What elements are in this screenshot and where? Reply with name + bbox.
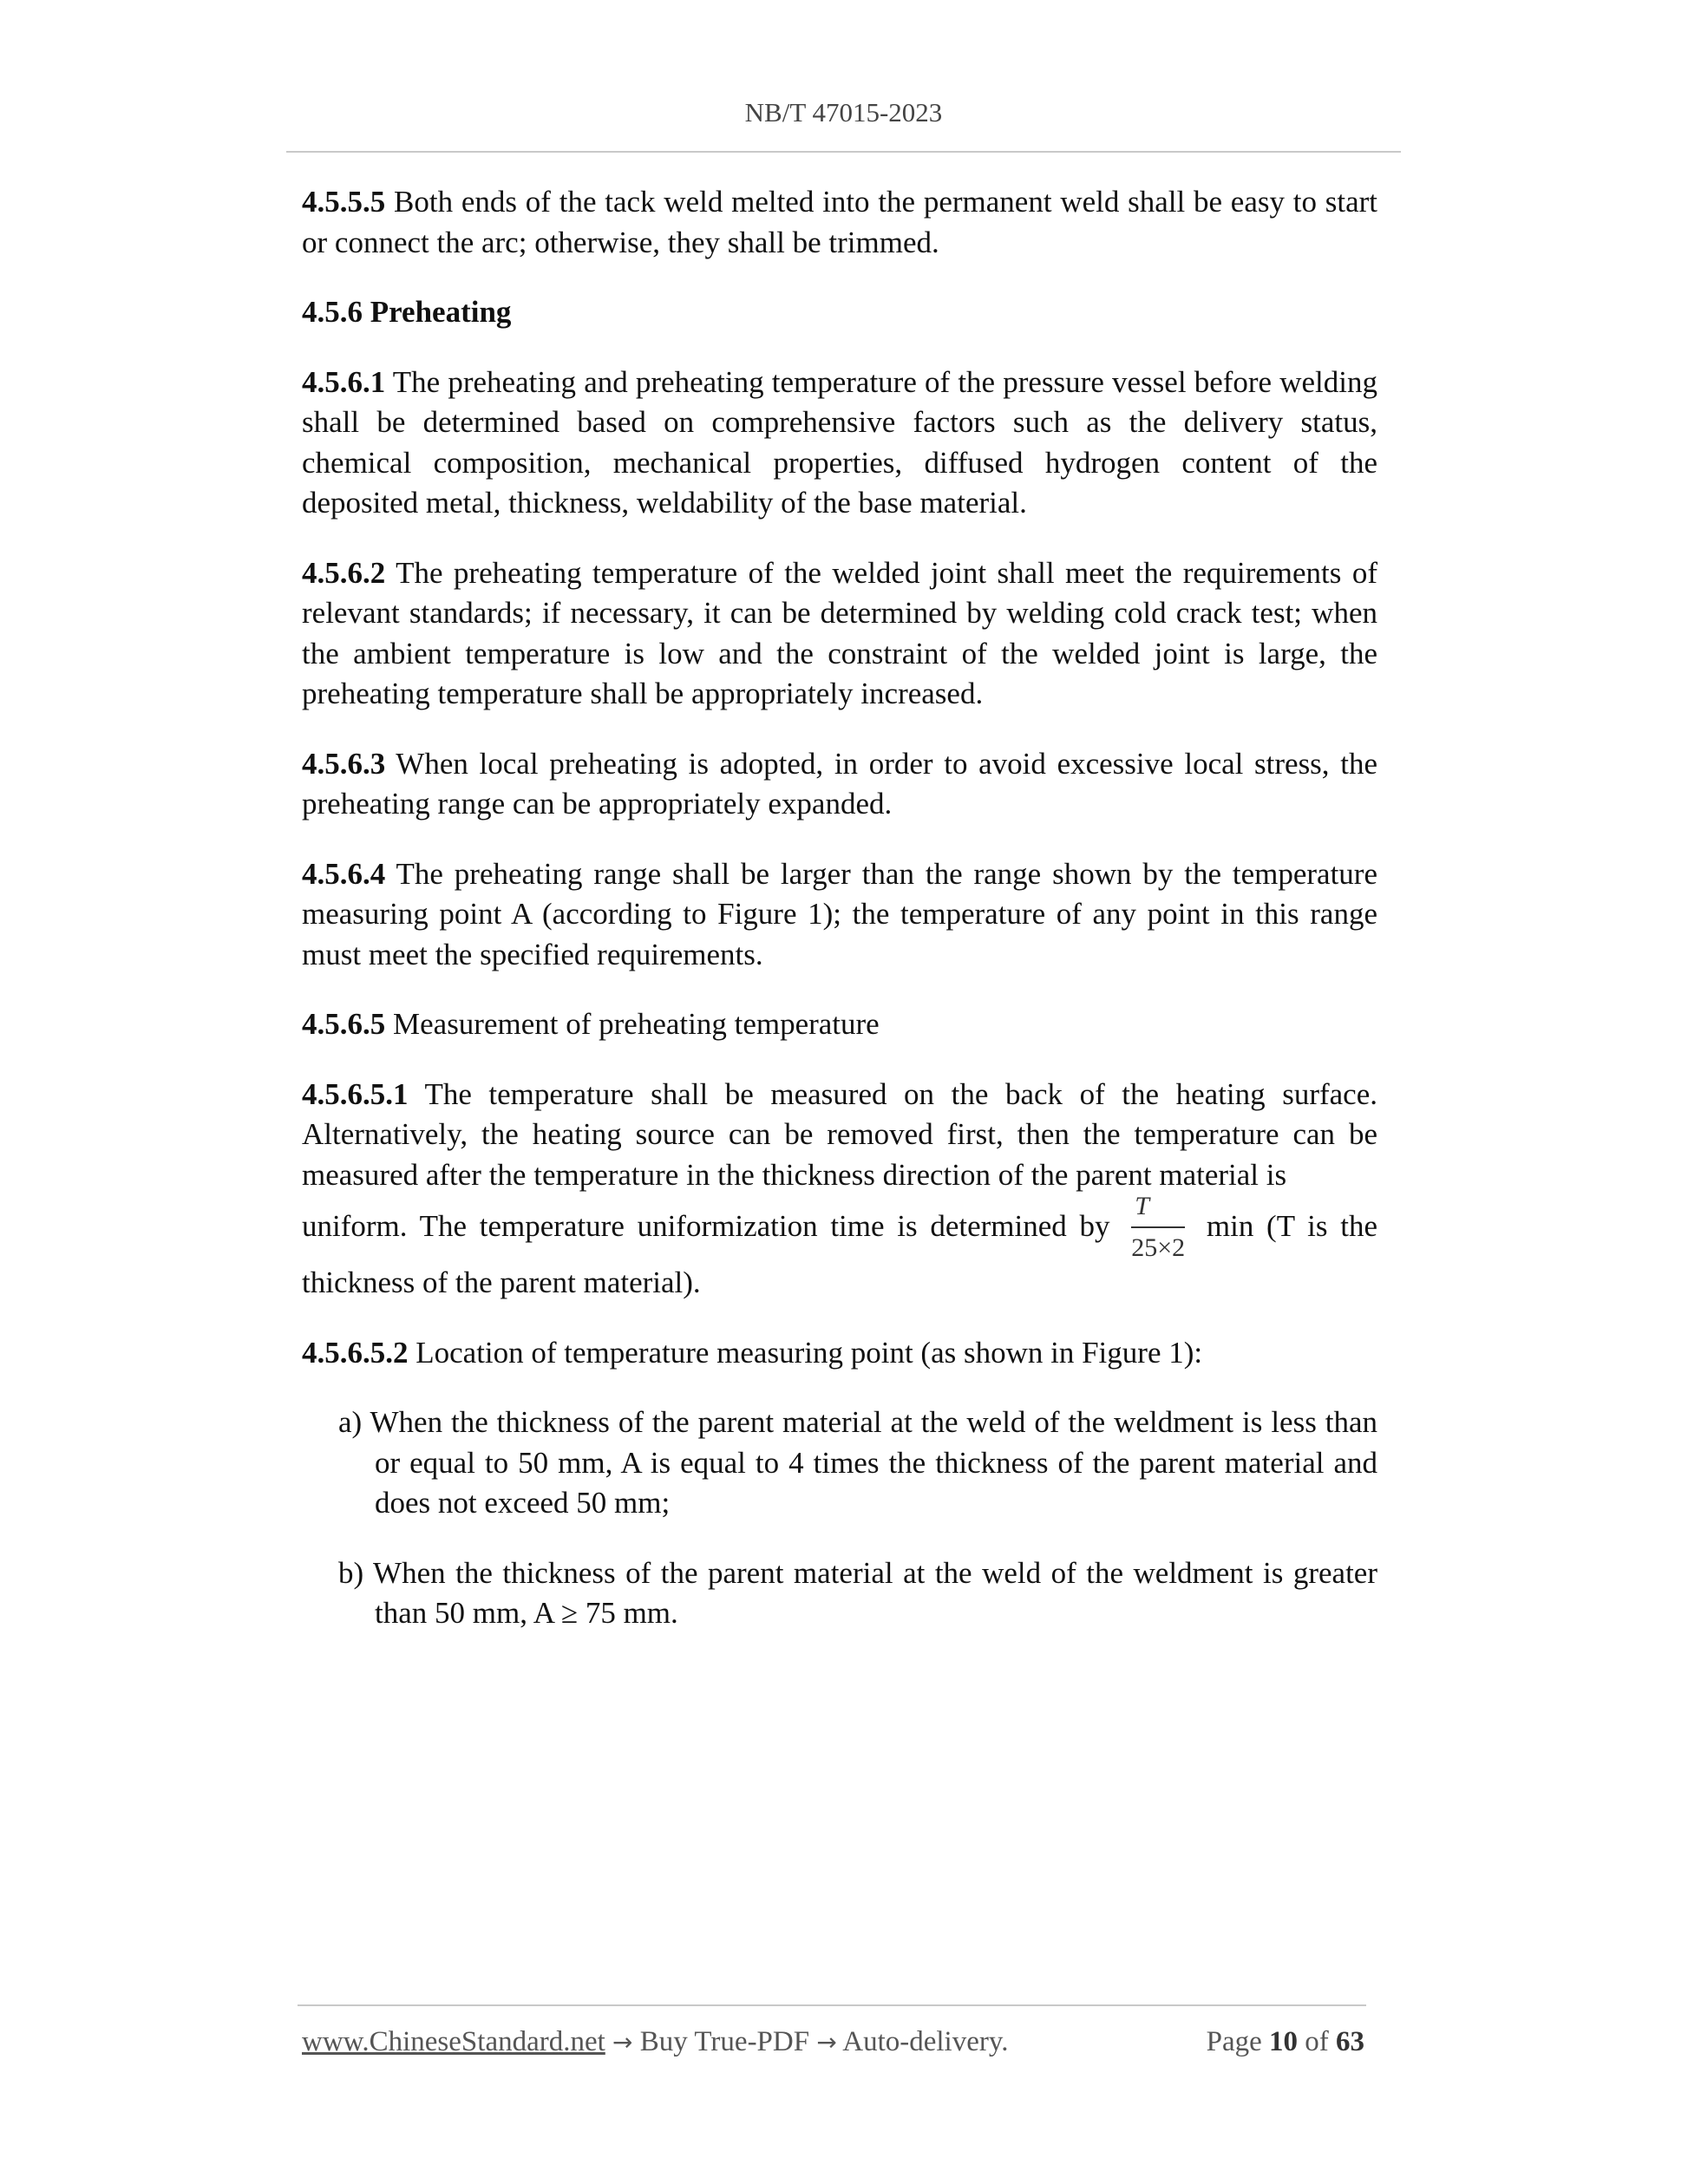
site-link[interactable]: www.ChineseStandard.net (302, 2026, 605, 2057)
clause-number: 4.5.6.4 (302, 856, 386, 891)
page-header (286, 97, 1401, 128)
buy-text: Buy True-PDF (639, 2026, 810, 2057)
clause-4-5-6-4 (302, 854, 1377, 976)
page-total: 63 (1336, 2026, 1364, 2057)
list-item (338, 1403, 1377, 1524)
formula-denominator: 25×2 (1131, 1233, 1186, 1262)
clause-4-5-5-5 (302, 182, 1377, 263)
clause-4-5-6-5-2 (302, 1333, 1377, 1374)
page-label: Page (1206, 2026, 1262, 2057)
clause-4-5-6-5-1 (302, 1075, 1377, 1196)
clause-number: 4.5.6.1 (302, 364, 386, 399)
formula-numerator: T (1131, 1193, 1185, 1228)
page-of: of (1305, 2026, 1329, 2057)
clause-text-continued: min (T is the (1206, 1209, 1378, 1244)
page-indicator (1207, 2026, 1364, 2058)
right-arrow-icon: → (612, 2028, 633, 2056)
clause-4-5-6-2 (302, 553, 1377, 715)
page-current: 10 (1269, 2026, 1298, 2057)
right-arrow-icon: → (816, 2028, 837, 2056)
document-id: NB/T 47015-2023 (744, 97, 943, 128)
clause-number: 4.5.6.3 (302, 746, 386, 781)
delivery-text: Auto-delivery. (842, 2026, 1009, 2057)
clause-number: 4.5.6.5.2 (302, 1335, 409, 1370)
header-divider (286, 151, 1401, 153)
document-body (302, 182, 1377, 1664)
page-footer (302, 2026, 1364, 2058)
clause-number: 4.5.5.5 (302, 185, 386, 219)
clause-number: 4.5.6.2 (302, 555, 386, 590)
clause-text: Both ends of the tack weld melted into the permanent weld shall be easy to start or connect the arc; otherwise, they shall be trimmed. (302, 185, 1378, 259)
list-item-label: b) (338, 1555, 364, 1590)
clause-text: When local preheating is adopted, in order to avoid excessive local stress, the preheating range can be appropriately expanded. (302, 746, 1377, 821)
list-item-label: a) (338, 1405, 363, 1439)
clause-text: Measurement of preheating temperature (393, 1007, 880, 1041)
list-item-text: When the thickness of the parent material at the weld of the weldment is less than or equal to 50 mm, A is equal to 4 times the thickness of the parent material and does not exceed 50 mm; (370, 1405, 1377, 1520)
list-item-text: When the thickness of the parent material at the weld of the weldment is greater than 50 mm, A ≥ 75 mm. (373, 1555, 1378, 1630)
clause-4-5-6-1 (302, 363, 1377, 524)
footer-divider (298, 2004, 1366, 2006)
clause-text: The preheating temperature of the welded joint shall meet the requirements of relevant standards; if necessary, it can be determined by welding cold crack test; when the ambient temperature is low and the constraint of the welded joint is large, the preheating temperature shall be appropriately increased. (302, 555, 1377, 710)
formula-line (302, 1192, 1378, 1263)
clause-text: Location of temperature measuring point (as shown in Figure 1): (415, 1335, 1203, 1370)
section-heading-preheating: 4.5.6 Preheating (302, 295, 512, 329)
list-item (338, 1553, 1377, 1634)
clause-4-5-6-5 (302, 1004, 1377, 1045)
clause-text: The temperature shall be measured on the back of the heating surface. Alternatively, the heating source can be removed first, then the temperature can be measured after the temperature in the thickness direction of the parent material is (302, 1076, 1377, 1192)
clause-text: The preheating and preheating temperature of the pressure vessel before welding shall be determined based on comprehensive factors such as the delivery status, chemical composition, mechanical properties, diffused hydrogen content of the deposited metal, thickness, weldability of the base material. (302, 364, 1377, 520)
clause-4-5-6-3 (302, 744, 1377, 825)
clause-text-continued: uniform. The temperature uniformization time is determined by (302, 1209, 1110, 1244)
footer-promo (302, 2026, 1008, 2058)
clause-number: 4.5.6.5 (302, 1007, 386, 1041)
clause-text: The preheating range shall be larger than the range shown by the temperature measuring point A (according to Figure 1); the temperature of any point in this range must meet the specified requirements. (302, 856, 1377, 971)
clause-4-5-6-5-1-end: thickness of the parent material). (302, 1265, 701, 1299)
clause-number: 4.5.6.5.1 (302, 1076, 409, 1111)
uniformization-time-formula (1131, 1193, 1185, 1261)
